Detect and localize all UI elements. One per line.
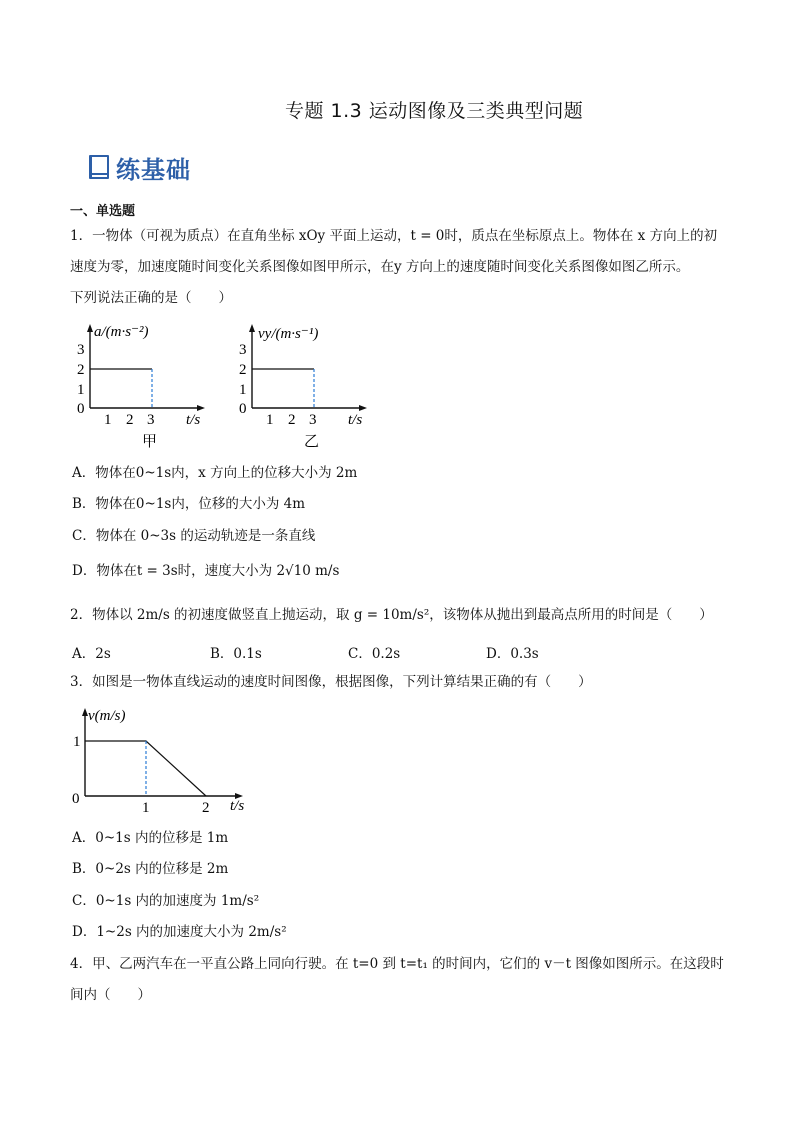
- q3-xtick-2: 2: [202, 800, 210, 815]
- fig1-xtick-2: 2: [126, 412, 134, 428]
- page-title: 专题 1.3 运动图像及三类典型问题: [285, 100, 584, 122]
- q1-line-2: 速度为零，加速度随时间变化关系图像如图甲所示，在y 方向上的速度随时间变化关系图像如图乙所示。: [70, 259, 690, 275]
- fig1-ytick-3: 3: [77, 342, 85, 358]
- q2-option-b: B．0.1s: [210, 646, 262, 662]
- q2-option-a: A．2s: [72, 646, 111, 662]
- q1-option-c: C．物体在 0~3s 的运动轨迹是一条直线: [72, 528, 316, 544]
- fig1-caption: 甲: [142, 434, 158, 450]
- q4-line-1: 4．甲、乙两汽车在一平直公路上同向行驶。在 t=0 到 t=t₁ 的时间内，它们的 v－t 图像如图所示。在这段时: [70, 956, 724, 972]
- fig2-ytick-0: 0: [239, 401, 247, 417]
- q2-options: [72, 642, 624, 662]
- q3-xlabel: t/s: [230, 798, 245, 814]
- q3-figure: [66, 700, 266, 815]
- fig2-ytick-3: 3: [239, 342, 247, 358]
- figure-yi: [239, 324, 367, 450]
- fig1-xlabel: t/s: [186, 412, 201, 428]
- fig1-ytick-2: 2: [77, 362, 85, 378]
- fig2-xlabel: t/s: [348, 412, 363, 428]
- q3-ytick-1: 1: [73, 734, 81, 750]
- q3-line: 3．如图是一物体直线运动的速度时间图像，根据图像，下列计算结果正确的有（ ）: [70, 674, 592, 690]
- fig2-xtick-1: 1: [266, 412, 274, 428]
- q1-option-d: D．物体在t = 3s时，速度大小为 2√10 m/s: [72, 563, 340, 579]
- q1-line-1: 1．一物体（可视为质点）在直角坐标 xOy 平面上运动，t = 0时，质点在坐标原点上。物体在 x 方向上的初: [70, 228, 718, 244]
- q2-line: 2．物体以 2m/s 的初速度做竖直上抛运动，取 g = 10m/s²，该物体从抛出到最高点所用的时间是（ ）: [70, 607, 713, 623]
- fig2-xtick-3: 3: [309, 412, 317, 428]
- q2-option-d: D．0.3s: [486, 646, 539, 662]
- fig1-xtick-1: 1: [104, 412, 112, 428]
- figure-jia: [77, 324, 205, 450]
- fig2-ytick-1: 1: [239, 382, 247, 398]
- banner-label: 练基础: [116, 155, 191, 184]
- q3-option-a: A．0~1s 内的位移是 1m: [72, 830, 229, 846]
- fig1-xtick-3: 3: [147, 412, 155, 428]
- q4-line-2: 间内（ ）: [70, 987, 151, 1003]
- section-heading: 一、单选题: [70, 204, 136, 219]
- q3-xtick-1: 1: [142, 800, 150, 815]
- q1-figures: [70, 318, 390, 453]
- q3-option-c: C．0~1s 内的加速度为 1m/s²: [72, 893, 260, 909]
- fig1-ylabel: a/(m·s⁻²): [94, 324, 149, 340]
- fig2-xtick-2: 2: [288, 412, 296, 428]
- section-banner: [88, 150, 191, 184]
- fig1-ytick-0: 0: [77, 401, 85, 417]
- q3-ylabel: v(m/s): [88, 708, 126, 724]
- q3-option-b: B．0~2s 内的位移是 2m: [72, 861, 229, 877]
- fig2-caption: 乙: [304, 434, 320, 450]
- q3-origin: 0: [72, 791, 80, 807]
- q3-option-d: D．1~2s 内的加速度大小为 2m/s²: [72, 924, 287, 940]
- fig1-ytick-1: 1: [77, 382, 85, 398]
- fig2-ytick-2: 2: [239, 362, 247, 378]
- q1-line-3: 下列说法正确的是（ ）: [70, 290, 232, 306]
- q1-option-a: A．物体在0~1s内，x 方向上的位移大小为 2m: [72, 465, 358, 481]
- book-icon: [88, 154, 110, 180]
- q2-option-c: C．0.2s: [348, 646, 401, 662]
- q1-option-b: B．物体在0~1s内，位移的大小为 4m: [72, 496, 306, 512]
- fig2-ylabel: vy/(m·s⁻¹): [258, 326, 319, 342]
